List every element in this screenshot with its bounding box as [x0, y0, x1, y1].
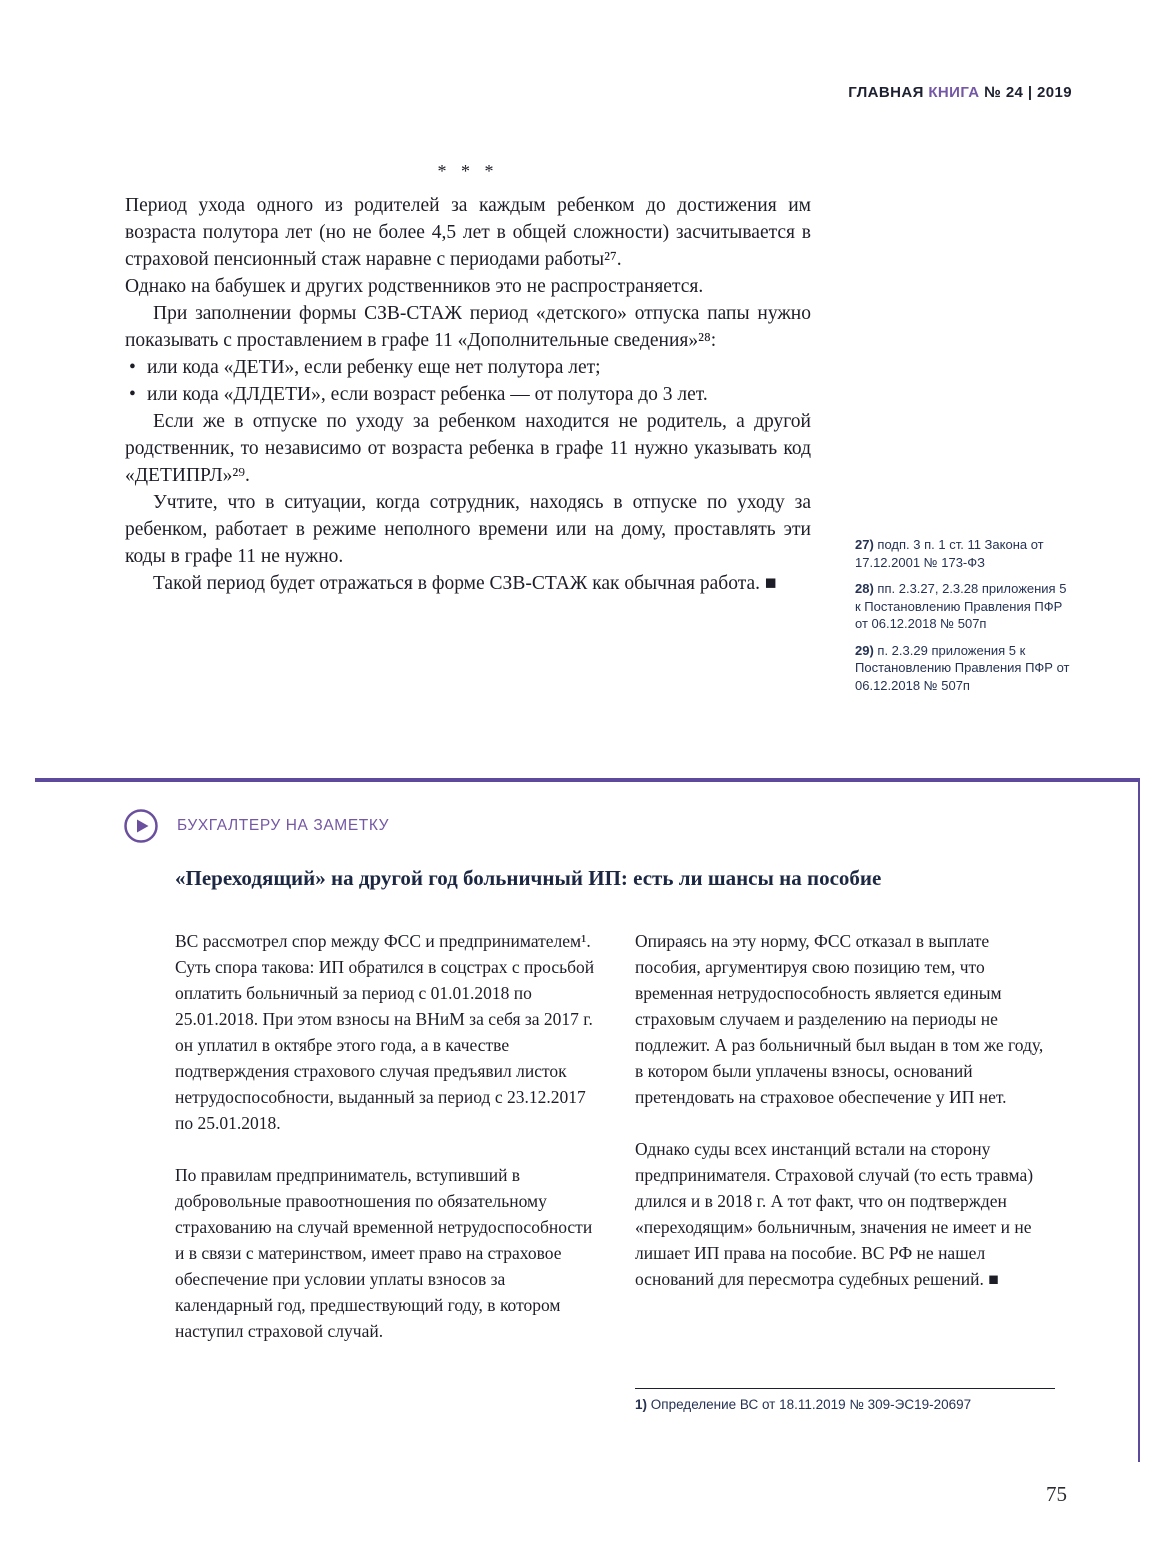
footnote-29: [855, 642, 1075, 695]
footnote-number: 28): [855, 581, 874, 596]
note-section-label: БУХГАЛТЕРУ НА ЗАМЕТКУ: [177, 817, 390, 834]
footnote-text: подп. 3 п. 1 ст. 11 Закона от 17.12.2001 № 173-ФЗ: [855, 537, 1044, 570]
article-paragraph: Учтите, что в ситуации, когда сотрудник, находясь в отпуске по уходу за ребенком, работает в режиме неполного времени или на дому, проставлять эти коды в графе 11 не нужно.: [125, 492, 811, 567]
note-footnote-text-line: [635, 1397, 1055, 1412]
footnote-text: Определение ВС от 18.11.2019 № 309-ЭС19-20697: [650, 1397, 972, 1412]
article-paragraph: Такой период будет отражаться в форме СЗВ-СТАЖ как обычная работа. ■: [153, 573, 777, 594]
note-columns: [175, 928, 1055, 1370]
sidebar-footnotes: [855, 536, 1075, 703]
note-paragraph: Однако суды всех инстанций встали на сторону предпринимателя. Страховой случай (то есть травма) длился и в 2018 г. А тот факт, что он подтвержден «переходящим» больничным, значения не имеет и не лишает ИП права на пособие. ВС РФ не нашел оснований для пересмотра судебных решений. ■: [635, 1139, 1034, 1289]
footnote-text: пп. 2.3.27, 2.3.28 приложения 5 к Постановлению Правления ПФР от 06.12.2018 № 507п: [855, 581, 1067, 631]
footnote-28: [855, 580, 1075, 633]
play-circle-icon: [123, 808, 159, 844]
issue-number: № 24 | 2019: [984, 84, 1072, 101]
note-footnote-rule: [635, 1388, 1055, 1389]
note-paragraph: По правилам предприниматель, вступивший в добровольные правоотношения по обязательному страхованию на случай временной нетрудоспособности и в связи с материнством, имеет право на страховое обеспечение при условии уплаты взносов за календарный год, предшествующий году, в котором наступил страховой случай.: [175, 1165, 593, 1341]
note-left-column: [175, 928, 595, 1370]
note-right-column: [635, 928, 1055, 1370]
note-box: [35, 778, 1140, 1462]
note-header: [123, 808, 389, 844]
footnote-number: 1): [635, 1397, 648, 1412]
article-paragraph: При заполнении формы СЗВ-СТАЖ период «детского» отпуска папы нужно показывать с проставлением в графе 11 «Дополнительные сведения»²⁸:: [125, 303, 811, 351]
article-bullet-item: • или кода «ДЛДЕТИ», если возраст ребенка — от полутора до 3 лет.: [125, 381, 811, 408]
article-paragraph: Если же в отпуске по уходу за ребенком находится не родитель, а другой родственник, то независимо от возраста ребенка в графе 11 нужно указывать код «ДЕТИПРЛ»²⁹.: [125, 411, 811, 486]
footnote-number: 29): [855, 642, 874, 658]
footnote-number: 27): [855, 537, 874, 552]
footnote-text: п. 2.3.29 приложения 5 к Постановлению Правления ПФР от 06.12.2018 № 507п: [855, 642, 1070, 693]
page-number: 75: [1046, 1482, 1067, 1506]
main-article: [125, 158, 811, 597]
magazine-header: [848, 84, 1072, 101]
article-bullet-item: • или кода «ДЕТИ», если ребенку еще нет полутора лет;: [125, 354, 811, 381]
note-footnote: [635, 1388, 1055, 1412]
section-separator: * * *: [437, 161, 499, 181]
note-article-title: «Переходящий» на другой год больничный ИП: есть ли шансы на пособие: [175, 866, 882, 890]
note-paragraph: ВС рассмотрел спор между ФСС и предпринимателем¹. Суть спора такова: ИП обратился в соцстрах с просьбой оплатить больничный за период с 01.01.2018 по 25.01.2018. При этом взносы на ВНиМ за себя за 2017 г. он уплатил в октябре этого года, а в качестве подтверждения страхового случая предъявил листок нетрудоспособности, выданный за период с 23.12.2017 по 25.01.2018.: [175, 931, 595, 1133]
article-paragraph: Период ухода одного из родителей за каждым ребенком до достижения им возраста полутора лет (но не более 4,5 лет в общей сложности) засчитывается в страховой пенсионный стаж наравне с периодами работы²⁷.: [125, 195, 811, 270]
magazine-title-part1: ГЛАВНАЯ: [848, 84, 924, 101]
footnote-27: [855, 536, 1075, 571]
magazine-title-accent: КНИГА: [928, 84, 980, 101]
article-paragraph: Однако на бабушек и других родственников это не распространяется.: [125, 276, 704, 297]
note-paragraph: Опираясь на эту норму, ФСС отказал в выплате пособия, аргументируя свою позицию тем, что временная нетрудоспособность является единым страховым случаем и разделению на периоды не подлежит. А раз больничный был выдан в том же году, в котором были уплачены взносы, оснований претендовать на страховое обеспечение у ИП нет.: [635, 931, 1044, 1107]
